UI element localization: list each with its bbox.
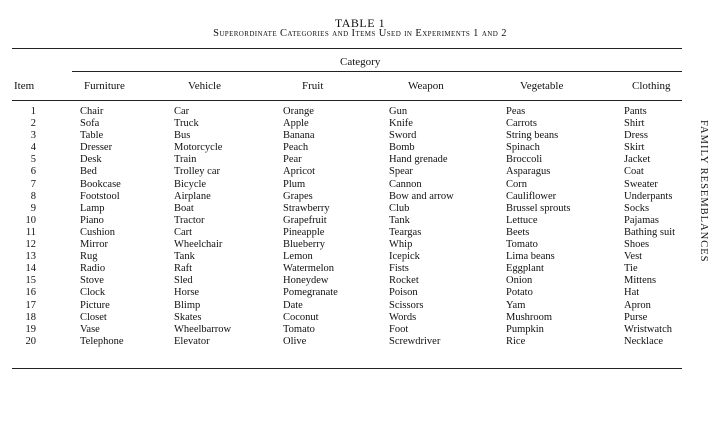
- cell-vegetable: Peas: [506, 106, 526, 117]
- cell-vehicle: Sled: [174, 275, 193, 287]
- table-row: [0, 215, 700, 227]
- cell-fruit: Tomato: [283, 323, 315, 335]
- cell-weapon: Cannon: [389, 178, 422, 190]
- cell-weapon: Teargas: [389, 226, 422, 238]
- cell-vegetable: Beets: [506, 226, 530, 238]
- cell-vehicle: Bus: [174, 130, 191, 142]
- cell-weapon: Hand grenade: [389, 154, 448, 166]
- cell-vegetable: Lima beans: [506, 251, 555, 263]
- cell-weapon: Sword: [389, 130, 417, 142]
- cell-clothing: Pajamas: [624, 214, 659, 226]
- table-row: [0, 154, 700, 166]
- header-rule: [12, 100, 682, 101]
- cell-vehicle: Car: [174, 106, 190, 117]
- cell-clothing: Hat: [624, 287, 640, 299]
- header-clothing: Clothing: [632, 80, 671, 92]
- cell-fruit: Coconut: [283, 311, 319, 323]
- cell-item-number: 2: [30, 118, 36, 130]
- cell-weapon: Knife: [389, 118, 413, 130]
- cell-fruit: Watermelon: [283, 263, 335, 275]
- cell-item-number: 1: [30, 106, 36, 117]
- cell-vehicle: Tractor: [174, 214, 205, 226]
- cell-item-number: 15: [25, 275, 36, 287]
- cell-fruit: Honeydew: [283, 275, 329, 287]
- cell-clothing: Vest: [624, 251, 643, 263]
- table-row: [0, 118, 700, 130]
- cell-fruit: Apple: [283, 118, 309, 130]
- table-row: [0, 312, 700, 324]
- cell-vehicle: Motorcycle: [174, 142, 223, 154]
- cell-vegetable: Broccoli: [506, 154, 543, 166]
- cell-clothing: Bathing suit: [624, 226, 676, 238]
- cell-furniture: Table: [80, 130, 104, 142]
- cell-vegetable: Mushroom: [506, 311, 553, 323]
- cell-fruit: Banana: [283, 130, 315, 142]
- cell-fruit: Pomegranate: [283, 287, 338, 299]
- header-vehicle: Vehicle: [188, 80, 221, 92]
- cell-item-number: 5: [30, 154, 36, 166]
- cell-fruit: Peach: [283, 142, 309, 154]
- table-row: [0, 130, 700, 142]
- cell-item-number: 16: [25, 287, 36, 299]
- running-head: FAMILY RESEMBLANCES: [698, 120, 709, 263]
- cell-clothing: Mittens: [624, 275, 657, 287]
- table-number: TABLE 1: [334, 16, 386, 30]
- cell-vegetable: Lettuce: [506, 214, 538, 226]
- cell-vegetable: Spinach: [506, 142, 540, 154]
- table-row: [0, 275, 700, 287]
- cell-furniture: Footstool: [80, 190, 120, 202]
- cell-item-number: 6: [30, 166, 36, 178]
- cell-vegetable: Cauliflower: [506, 190, 557, 202]
- header-fruit: Fruit: [302, 80, 324, 92]
- cell-vegetable: Corn: [506, 178, 527, 190]
- cell-vegetable: Asparagus: [506, 166, 551, 178]
- cell-vehicle: Wheelchair: [174, 239, 223, 251]
- cell-clothing: Jacket: [624, 154, 651, 166]
- cell-weapon: Gun: [389, 106, 408, 117]
- cell-fruit: Pineapple: [283, 226, 325, 238]
- table-row: [0, 191, 700, 203]
- cell-furniture: Piano: [80, 214, 104, 226]
- cell-weapon: Rocket: [389, 275, 419, 287]
- cell-item-number: 13: [25, 251, 36, 263]
- cell-weapon: Bow and arrow: [389, 190, 454, 202]
- cell-vehicle: Truck: [174, 118, 199, 130]
- header-item: Item: [14, 80, 35, 92]
- cell-furniture: Dresser: [80, 142, 113, 154]
- cell-weapon: Foot: [389, 323, 409, 335]
- cell-vegetable: Eggplant: [506, 263, 544, 275]
- table-row: [0, 239, 700, 251]
- cell-clothing: Sweater: [624, 178, 658, 190]
- cell-clothing: Socks: [624, 202, 650, 214]
- cell-furniture: Stove: [80, 275, 104, 287]
- cell-clothing: Tie: [624, 263, 638, 275]
- cell-clothing: Purse: [624, 311, 648, 323]
- cell-fruit: Plum: [283, 178, 306, 190]
- cell-furniture: Picture: [80, 299, 110, 311]
- cell-vehicle: Trolley car: [174, 166, 220, 178]
- table-row: [0, 166, 700, 178]
- cell-item-number: 20: [25, 335, 36, 347]
- cell-fruit: Pear: [283, 154, 302, 166]
- cell-clothing: Shoes: [624, 239, 650, 251]
- cell-weapon: Poison: [389, 287, 418, 299]
- header-furniture: Furniture: [84, 80, 125, 92]
- table-row: [0, 106, 700, 118]
- cell-weapon: Whip: [389, 239, 413, 251]
- cell-vehicle: Bicycle: [174, 178, 207, 190]
- cell-vegetable: Brussel sprouts: [506, 202, 571, 214]
- cell-furniture: Bed: [80, 166, 97, 178]
- cell-furniture: Sofa: [80, 118, 100, 130]
- cell-clothing: Skirt: [624, 142, 645, 154]
- cell-furniture: Cushion: [80, 226, 116, 238]
- cell-clothing: Pants: [624, 106, 647, 117]
- cell-vehicle: Airplane: [174, 190, 211, 202]
- cell-furniture: Closet: [80, 311, 107, 323]
- cell-weapon: Screwdriver: [389, 335, 441, 347]
- cell-clothing: Dress: [624, 130, 648, 142]
- cell-fruit: Orange: [283, 106, 314, 117]
- cell-vehicle: Boat: [174, 202, 194, 214]
- cell-vehicle: Wheelbarrow: [174, 323, 232, 335]
- cell-furniture: Clock: [80, 287, 106, 299]
- top-rule: [12, 48, 682, 49]
- cell-item-number: 19: [25, 323, 36, 335]
- category-label: Category: [340, 56, 381, 68]
- table-row: [0, 263, 700, 275]
- cell-fruit: Olive: [283, 335, 307, 347]
- table-row: [0, 251, 700, 263]
- table-row: [0, 324, 700, 336]
- cell-clothing: Apron: [624, 299, 651, 311]
- cell-furniture: Desk: [80, 154, 102, 166]
- cell-vegetable: Tomato: [506, 239, 538, 251]
- cell-vehicle: Skates: [174, 311, 202, 323]
- cell-weapon: Bomb: [389, 142, 415, 154]
- cell-weapon: Spear: [389, 166, 413, 178]
- cell-weapon: Scissors: [389, 299, 424, 311]
- header-vegetable: Vegetable: [520, 80, 564, 92]
- cell-item-number: 3: [30, 130, 36, 142]
- cell-weapon: Fists: [389, 263, 409, 275]
- table-row: [0, 300, 700, 312]
- cell-fruit: Blueberry: [283, 239, 325, 251]
- cell-vegetable: Yam: [506, 299, 526, 311]
- cell-item-number: 12: [25, 239, 36, 251]
- cell-fruit: Strawberry: [283, 202, 330, 214]
- cell-item-number: 7: [30, 178, 36, 190]
- cell-vehicle: Horse: [174, 287, 200, 299]
- cell-item-number: 10: [25, 214, 36, 226]
- table-row: [0, 227, 700, 239]
- cell-fruit: Apricot: [283, 166, 316, 178]
- cell-fruit: Grapefruit: [283, 214, 327, 226]
- cell-vegetable: String beans: [506, 130, 559, 142]
- cell-item-number: 4: [30, 142, 36, 154]
- cell-item-number: 11: [25, 226, 36, 238]
- cell-item-number: 8: [30, 190, 36, 202]
- table-row: [0, 203, 700, 215]
- table-row: [0, 179, 700, 191]
- cell-item-number: 14: [25, 263, 36, 275]
- cell-furniture: Mirror: [80, 239, 108, 251]
- cell-item-number: 18: [25, 311, 36, 323]
- cell-weapon: Club: [389, 202, 410, 214]
- cell-weapon: Words: [389, 311, 417, 323]
- cell-vegetable: Carrots: [506, 118, 537, 130]
- cell-vehicle: Train: [174, 154, 197, 166]
- cell-furniture: Telephone: [80, 335, 124, 347]
- cell-furniture: Chair: [80, 106, 104, 117]
- table-row: [0, 287, 700, 299]
- cell-furniture: Bookcase: [80, 178, 121, 190]
- cell-fruit: Grapes: [283, 190, 313, 202]
- category-rule: [72, 71, 682, 72]
- cell-weapon: Tank: [389, 214, 410, 226]
- cell-weapon: Icepick: [389, 251, 420, 263]
- cell-furniture: Vase: [80, 323, 100, 335]
- cell-furniture: Lamp: [80, 202, 105, 214]
- cell-clothing: Underpants: [624, 190, 673, 202]
- cell-clothing: Necklace: [624, 335, 664, 347]
- items-table: [0, 106, 700, 348]
- cell-vehicle: Blimp: [174, 299, 201, 311]
- cell-vehicle: Tank: [174, 251, 195, 263]
- cell-item-number: 17: [25, 299, 36, 311]
- cell-item-number: 9: [30, 202, 36, 214]
- cell-clothing: Shirt: [624, 118, 645, 130]
- cell-clothing: Wristwatch: [624, 323, 672, 335]
- cell-furniture: Radio: [80, 263, 106, 275]
- table-row: [0, 336, 700, 348]
- cell-fruit: Lemon: [283, 251, 313, 263]
- header-weapon: Weapon: [408, 80, 444, 92]
- cell-vegetable: Potato: [506, 287, 533, 299]
- cell-vehicle: Elevator: [174, 335, 210, 347]
- cell-furniture: Rug: [80, 251, 98, 263]
- cell-clothing: Coat: [624, 166, 644, 178]
- cell-vehicle: Cart: [174, 226, 193, 238]
- bottom-rule: [12, 368, 682, 369]
- table-caption: Superordinate Categories and Items Used in Experiments 1 and 2: [213, 28, 507, 39]
- cell-vehicle: Raft: [174, 263, 193, 275]
- cell-vegetable: Pumpkin: [506, 323, 544, 335]
- cell-vegetable: Onion: [506, 275, 533, 287]
- table-row: [0, 142, 700, 154]
- cell-vegetable: Rice: [506, 335, 526, 347]
- cell-fruit: Date: [283, 299, 303, 311]
